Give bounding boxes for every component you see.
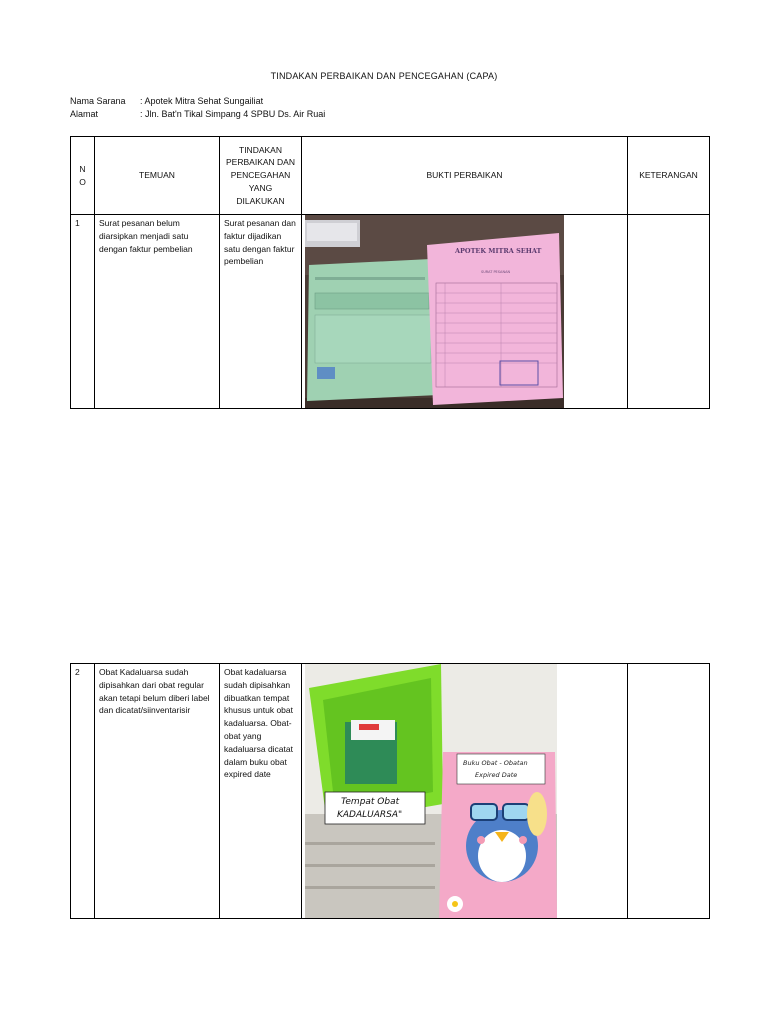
sarana-line — [70, 96, 263, 106]
row2-keterangan — [628, 664, 710, 919]
row1-no: 1 — [71, 215, 95, 409]
book-label-2: Expired Date — [475, 771, 518, 779]
header-temuan: TEMUAN — [95, 137, 220, 215]
capa-table-2 — [70, 663, 710, 919]
header-keterangan: KETERANGAN — [628, 137, 710, 215]
alamat-label: Alamat — [70, 109, 99, 119]
doc-heading: APOTEK MITRA SEHAT — [455, 247, 542, 255]
sarana-label: Nama Sarana — [70, 96, 126, 106]
row2-bukti — [302, 664, 628, 919]
row2-tindakan: Obat kadaluarsa sudah dipisahkan dibuatkan tempat khusus untuk obat kadaluarsa. Obat-obat yang kadaluarsa dicatat dalam buku obat expired date — [220, 664, 302, 919]
row1-keterangan — [628, 215, 710, 409]
capa-table-1 — [70, 136, 710, 409]
page-title: TINDAKAN PERBAIKAN DAN PENCEGAHAN (CAPA) — [270, 71, 498, 81]
header-bukti: BUKTI PERBAIKAN — [302, 137, 628, 215]
doc-sub: SURAT PESANAN — [481, 270, 511, 274]
sarana-value: : Apotek Mitra Sehat Sungailiat — [140, 96, 264, 106]
header-tindakan: TINDAKAN PERBAIKAN DAN PENCEGAHAN YANG DILAKUKAN — [220, 137, 302, 215]
alamat-line — [70, 109, 325, 119]
book-label-1: Buku Obat - Obatan — [463, 759, 528, 767]
header-no — [71, 137, 95, 215]
row1-bukti — [302, 215, 628, 409]
documents-illustration — [305, 215, 564, 408]
basket-label-1: Tempat Obat — [341, 797, 400, 807]
header-no-text: N O — [79, 163, 86, 187]
row2-no: 2 — [71, 664, 95, 919]
table-row — [71, 664, 710, 919]
photo-expired-storage — [305, 664, 557, 918]
photo-documents — [305, 215, 564, 408]
basket-label-2: KADALUARSA" — [337, 810, 403, 820]
row1-temuan: Surat pesanan belum diarsipkan menjadi satu dengan faktur pembelian — [95, 215, 220, 409]
expired-storage-illustration — [305, 664, 557, 918]
row2-temuan: Obat Kadaluarsa sudah dipisahkan dari obat regular akan tetapi belum diberi label dan dicatat/siinventarisir — [95, 664, 220, 919]
table-header-row — [71, 137, 710, 215]
alamat-value: : Jln. Bat'n Tikal Simpang 4 SPBU Ds. Air Ruai — [140, 109, 326, 119]
row1-tindakan: Surat pesanan dan faktur dijadikan satu dengan faktur pembelian — [220, 215, 302, 409]
table-row — [71, 215, 710, 409]
